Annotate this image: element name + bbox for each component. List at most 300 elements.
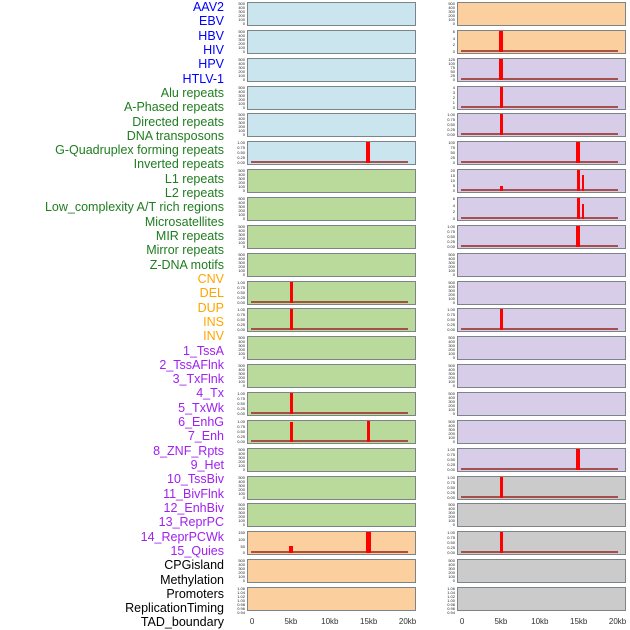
y-tick-label: 1.02 <box>447 594 455 600</box>
y-tick-label: 0.00 <box>447 132 455 138</box>
track-label-dup: DUP <box>197 300 224 315</box>
signal-baseline <box>461 328 618 330</box>
y-tick-label: 300 <box>238 64 245 70</box>
y-ticks-8-znf-rpts <box>435 253 455 277</box>
y-tick-label: 125 <box>448 56 455 62</box>
track-panel-a-phased-repeats <box>247 197 416 221</box>
y-tick-label: 300 <box>448 259 455 265</box>
y-ticks-11-bivflnk <box>435 336 455 360</box>
y-tick-label: 300 <box>238 231 245 237</box>
y-ticks-aav2 <box>225 2 245 26</box>
plot-column-left <box>237 0 416 630</box>
y-tick-label: 25 <box>450 155 455 161</box>
y-tick-label: 100 <box>238 536 245 542</box>
y-tick-label: 50 <box>450 68 455 74</box>
track-label-alu-repeats: Alu repeats <box>160 85 224 100</box>
y-tick-label: 0 <box>242 550 245 556</box>
y-tick-label: 100 <box>238 100 245 106</box>
track-panel-11-bivflnk <box>457 336 626 360</box>
y-ticks-dup <box>225 586 245 616</box>
track-panel-ebv <box>247 30 416 54</box>
y-tick-label: 0.75 <box>237 312 245 318</box>
track-label-ins: INS <box>203 314 224 329</box>
y-tick-label: 0 <box>242 188 245 194</box>
y-ticks-cnv <box>225 531 245 555</box>
track-panel-ins <box>457 2 626 26</box>
track-label-z-dna-motifs: Z-DNA motifs <box>149 257 224 272</box>
track-label-9-het: 9_Het <box>190 458 224 472</box>
track-panel-del <box>247 559 416 583</box>
y-tick-label: 0.50 <box>237 401 245 407</box>
y-tick-label: 500 <box>238 1 245 6</box>
y-tick-label: 100 <box>448 295 455 301</box>
y-tick-label: 0 <box>242 48 245 54</box>
x-tick-0: 0 <box>249 617 255 626</box>
y-tick-label: 400 <box>238 339 245 345</box>
y-tick-label: 1.00 <box>447 598 455 604</box>
y-tick-label: 3 <box>452 89 455 95</box>
y-tick-label: 500 <box>448 363 455 369</box>
y-tick-label: 0.50 <box>237 428 245 434</box>
y-tick-label: 1.00 <box>237 279 245 285</box>
track-panel-cnv <box>247 531 416 555</box>
track-panel-cpgisland <box>457 476 626 500</box>
y-tick-label: 200 <box>448 291 455 297</box>
y-ticks-mir-repeats <box>225 448 245 472</box>
y-tick-label: 500 <box>238 84 245 90</box>
y-tick-label: 100 <box>448 434 455 440</box>
track-panel-7-enh <box>457 225 626 249</box>
y-tick-label: 0 <box>242 383 245 389</box>
y-tick-label: 0.75 <box>447 479 455 485</box>
y-tick-label: 0.75 <box>447 312 455 318</box>
plot-column-right <box>447 0 626 630</box>
track-panel-htlv-1 <box>247 141 416 165</box>
y-tick-label: 300 <box>448 9 455 14</box>
y-tick-label: 0.75 <box>237 284 245 290</box>
signal-peak <box>577 198 580 219</box>
signal-peak <box>576 449 580 470</box>
y-tick-label: 500 <box>238 168 245 174</box>
x-axis-left <box>247 617 416 630</box>
y-tick-label: 0.00 <box>237 411 245 417</box>
y-tick-label: 0 <box>242 104 245 110</box>
y-tick-label: 300 <box>238 343 245 349</box>
signal-baseline <box>251 440 408 442</box>
track-label-6-enhg: 6_EnhG <box>178 415 224 430</box>
track-panel-mirror-repeats <box>247 476 416 500</box>
track-panel-l2-repeats <box>247 364 416 388</box>
signal-peak <box>289 546 293 553</box>
track-panel-4-tx <box>457 141 626 165</box>
y-tick-label: 1.00 <box>237 391 245 397</box>
y-tick-label: 1.02 <box>237 594 245 600</box>
y-tick-label: 0.00 <box>237 438 245 444</box>
signal-baseline <box>251 328 408 330</box>
track-label-11-bivflnk: 11_BivFlnk <box>163 486 224 501</box>
track-label-mirror-repeats: Mirror repeats <box>146 243 224 258</box>
y-tick-label: 0.75 <box>237 423 245 429</box>
y-tick-label: 300 <box>448 426 455 432</box>
y-tick-label: 400 <box>448 506 455 512</box>
y-tick-label: 500 <box>238 558 245 564</box>
y-tick-label: 100 <box>448 267 455 273</box>
y-tick-label: 400 <box>238 562 245 568</box>
y-tick-label: 400 <box>238 5 245 10</box>
y-tick-label: 0.25 <box>447 489 455 495</box>
track-panel-2-tssaflnk <box>457 86 626 110</box>
signal-baseline <box>251 161 408 163</box>
y-tick-label: 0.25 <box>447 127 455 133</box>
signal-peak <box>367 421 370 442</box>
track-label-inv: INV <box>203 329 224 344</box>
y-tick-label: 0.98 <box>237 602 245 608</box>
y-tick-label: 0.25 <box>237 294 245 300</box>
y-tick-label: 200 <box>238 458 245 464</box>
y-tick-label: 0.75 <box>447 228 455 234</box>
y-tick-label: 200 <box>448 403 455 409</box>
y-tick-label: 200 <box>448 514 455 520</box>
track-label-14-reprpcwk: 14_ReprPCWk <box>140 529 224 544</box>
y-tick-label: 300 <box>238 9 245 14</box>
y-tick-label: 100 <box>238 184 245 190</box>
signal-baseline <box>461 161 618 163</box>
track-panel-inverted-repeats <box>247 308 416 332</box>
y-ticks-inverted-repeats <box>225 308 245 332</box>
y-tick-label: 2 <box>452 42 455 48</box>
y-tick-label: 1.00 <box>447 307 455 313</box>
y-tick-label: 0 <box>452 215 455 221</box>
signal-peak <box>500 532 504 553</box>
signal-baseline <box>251 551 408 553</box>
y-tick-label: 1.04 <box>447 590 455 596</box>
track-label-replicationtiming: ReplicationTiming <box>125 601 224 616</box>
y-tick-label: 1.00 <box>237 140 245 146</box>
y-tick-label: 0 <box>452 188 455 194</box>
track-label-8-znf-rpts: 8_ZNF_Rpts <box>153 443 224 458</box>
track-panel-dna-transposons <box>247 253 416 277</box>
y-tick-label: 0 <box>452 48 455 54</box>
y-tick-label: 0.25 <box>447 238 455 244</box>
y-tick-label: 200 <box>448 13 455 18</box>
y-tick-label: 100 <box>238 518 245 524</box>
signal-peak <box>577 170 580 191</box>
y-tick-label: 0.00 <box>237 299 245 305</box>
y-ticks-5-txwk <box>435 169 455 193</box>
y-tick-label: 100 <box>448 574 455 580</box>
y-tick-label: 0.25 <box>447 322 455 328</box>
y-tick-label: 300 <box>238 204 245 210</box>
track-label-hiv: HIV <box>203 42 224 57</box>
y-tick-label: 0 <box>452 383 455 389</box>
track-label-tad-boundary: TAD_boundary <box>140 615 224 630</box>
y-ticks-9-het <box>435 281 455 305</box>
track-panel-hbv <box>247 58 416 82</box>
track-label-15-quies: 15_Quies <box>170 543 224 558</box>
y-tick-label: 500 <box>238 251 245 257</box>
y-tick-label: 75 <box>450 145 455 151</box>
y-tick-label: 200 <box>448 570 455 576</box>
y-tick-label: 100 <box>238 239 245 245</box>
y-ticks-3-txflnk <box>435 113 455 137</box>
x-axis-right <box>457 617 626 630</box>
y-tick-label: 100 <box>238 462 245 468</box>
y-tick-label: 100 <box>238 379 245 385</box>
track-panel-l1-repeats <box>247 336 416 360</box>
y-tick-label: 0.00 <box>447 550 455 556</box>
y-tick-label: 0.94 <box>447 610 455 616</box>
y-tick-label: 200 <box>238 570 245 576</box>
y-tick-label: 100 <box>238 44 245 50</box>
y-ticks-htlv-1 <box>225 141 245 165</box>
y-tick-label: 0.50 <box>237 150 245 156</box>
y-tick-label: 200 <box>448 347 455 353</box>
y-tick-label: 400 <box>238 32 245 38</box>
y-tick-label: 15 <box>450 173 455 179</box>
y-tick-label: 0.50 <box>447 456 455 462</box>
y-tick-label: 300 <box>238 36 245 42</box>
y-tick-label: 200 <box>448 430 455 436</box>
track-label-hpv: HPV <box>198 57 224 72</box>
y-ticks-hpv <box>225 113 245 137</box>
y-tick-label: 500 <box>448 335 455 341</box>
track-panel-dup <box>247 587 416 611</box>
y-tick-label: 400 <box>238 172 245 178</box>
y-tick-label: 500 <box>238 56 245 62</box>
y-tick-label: 400 <box>238 367 245 373</box>
y-tick-label: 500 <box>238 223 245 229</box>
y-tick-label: 4 <box>452 202 455 208</box>
y-tick-label: 0.25 <box>237 406 245 412</box>
y-tick-label: 500 <box>238 446 245 452</box>
x-tick-20kb: 20kb <box>608 617 627 626</box>
signal-baseline <box>461 551 618 553</box>
y-tick-label: 400 <box>238 478 245 484</box>
y-tick-label: 300 <box>238 510 245 516</box>
y-tick-label: 0 <box>452 76 455 82</box>
y-ticks-cpgisland <box>435 476 455 500</box>
y-tick-label: 6 <box>452 28 455 34</box>
y-tick-label: 0 <box>242 494 245 500</box>
track-panel-replicationtiming <box>457 559 626 583</box>
y-tick-label: 10 <box>450 178 455 184</box>
y-tick-label: 4 <box>452 35 455 41</box>
y-tick-label: 400 <box>448 395 455 401</box>
y-tick-label: 1.00 <box>447 530 455 536</box>
y-tick-label: 300 <box>448 399 455 405</box>
y-ticks-l2-repeats <box>225 364 245 388</box>
y-ticks-6-enhg <box>435 197 455 221</box>
y-tick-label: 0.50 <box>237 289 245 295</box>
y-ticks-7-enh <box>435 225 455 249</box>
y-tick-label: 200 <box>238 96 245 102</box>
y-tick-label: 500 <box>448 251 455 257</box>
y-ticks-inv <box>435 30 455 54</box>
x-tick-10kb: 10kb <box>531 617 549 626</box>
signal-baseline <box>461 245 618 247</box>
y-tick-label: 0.75 <box>447 117 455 123</box>
y-tick-label: 0.00 <box>237 327 245 333</box>
y-tick-label: 25 <box>450 72 455 78</box>
signal-peak <box>576 226 580 247</box>
y-tick-label: 500 <box>238 112 245 118</box>
y-tick-label: 0 <box>452 522 455 528</box>
y-tick-label: 0.00 <box>447 466 455 472</box>
y-ticks-2-tssaflnk <box>435 86 455 110</box>
track-panel-hiv <box>247 86 416 110</box>
y-tick-label: 0.25 <box>237 155 245 161</box>
y-tick-label: 200 <box>238 208 245 214</box>
track-label-l1-repeats: L1 repeats <box>164 171 224 186</box>
track-label-dna-transposons: DNA transposons <box>126 128 224 143</box>
y-tick-label: 300 <box>238 120 245 126</box>
y-ticks-15-quies <box>435 448 455 472</box>
y-tick-label: 0.50 <box>447 122 455 128</box>
y-tick-label: 200 <box>238 347 245 353</box>
x-tick-5kb: 5kb <box>284 617 298 626</box>
y-tick-label: 100 <box>448 518 455 524</box>
signal-baseline <box>251 301 408 303</box>
track-label-directed-repeats: Directed repeats <box>132 114 224 129</box>
y-tick-label: 100 <box>448 379 455 385</box>
track-panel-microsatellites <box>247 420 416 444</box>
y-tick-label: 0 <box>242 21 245 26</box>
y-tick-label: 400 <box>448 283 455 289</box>
y-ticks-microsatellites <box>225 420 245 444</box>
y-tick-label: 0 <box>452 104 455 110</box>
track-label-del: DEL <box>199 286 224 301</box>
y-tick-label: 100 <box>238 212 245 218</box>
y-tick-label: 300 <box>448 371 455 377</box>
y-tick-label: 200 <box>238 40 245 46</box>
y-tick-label: 1 <box>452 99 455 105</box>
y-tick-label: 500 <box>448 502 455 508</box>
y-tick-label: 400 <box>448 562 455 568</box>
signal-baseline <box>461 106 618 108</box>
y-ticks-hbv <box>225 58 245 82</box>
y-tick-label: 100 <box>238 267 245 273</box>
y-tick-label: 50 <box>240 543 245 549</box>
track-label-htlv-1: HTLV-1 <box>182 71 224 86</box>
y-tick-label: 0 <box>242 355 245 361</box>
track-label-10-tssbiv: 10_TssBiv <box>167 472 224 487</box>
y-tick-label: 75 <box>450 64 455 70</box>
y-tick-label: 300 <box>448 287 455 293</box>
track-label-g-quadruplex-forming-repeats: G-Quadruplex forming repeats <box>55 143 224 158</box>
y-tick-label: 0 <box>452 21 455 26</box>
y-tick-label: 400 <box>238 506 245 512</box>
y-tick-label: 100 <box>448 351 455 357</box>
y-tick-label: 0.96 <box>237 606 245 612</box>
x-tick-15kb: 15kb <box>569 617 588 626</box>
y-tick-label: 0 <box>452 271 455 277</box>
y-ticks-promoters <box>435 531 455 555</box>
y-tick-label: 400 <box>448 5 455 10</box>
y-tick-label: 300 <box>238 482 245 488</box>
y-tick-label: 0.50 <box>447 540 455 546</box>
y-ticks-l1-repeats <box>225 336 245 360</box>
track-label-aav2: AAV2 <box>192 0 224 14</box>
track-panel-5-txwk <box>457 169 626 193</box>
y-tick-label: 300 <box>238 566 245 572</box>
track-panel-z-dna-motifs <box>247 503 416 527</box>
signal-peak <box>290 309 293 330</box>
y-tick-label: 400 <box>448 255 455 261</box>
signal-peak <box>500 87 503 108</box>
signal-baseline <box>461 50 618 52</box>
y-tick-label: 0 <box>242 216 245 222</box>
y-tick-label: 50 <box>450 150 455 156</box>
y-tick-label: 400 <box>238 200 245 206</box>
track-label-13-reprpc: 13_ReprPC <box>158 515 224 530</box>
y-tick-label: 1.00 <box>447 446 455 452</box>
y-ticks-4-tx <box>435 141 455 165</box>
y-tick-label: 0 <box>242 132 245 138</box>
y-tick-label: 2 <box>452 209 455 215</box>
y-ticks-ebv <box>225 30 245 54</box>
y-ticks-12-enhbiv <box>435 364 455 388</box>
y-tick-label: 100 <box>238 17 245 22</box>
track-panel-12-enhbiv <box>457 364 626 388</box>
y-tick-label: 400 <box>238 60 245 66</box>
y-tick-label: 4 <box>452 84 455 90</box>
track-label-7-enh: 7_Enh <box>187 429 224 444</box>
track-panel-promoters <box>457 531 626 555</box>
y-tick-label: 200 <box>448 263 455 269</box>
y-tick-label: 2 <box>452 94 455 100</box>
signal-peak <box>582 175 584 191</box>
signal-peak <box>290 422 293 442</box>
y-tick-label: 100 <box>238 72 245 78</box>
y-tick-label: 300 <box>238 92 245 98</box>
track-label-inverted-repeats: Inverted repeats <box>133 157 224 172</box>
y-ticks-g-quadruplex-forming-repeats <box>225 281 245 305</box>
y-tick-label: 6 <box>452 196 455 202</box>
signal-baseline <box>251 412 408 414</box>
y-tick-label: 0.98 <box>447 602 455 608</box>
y-tick-label: 200 <box>238 263 245 269</box>
track-panel-10-tssbiv <box>457 308 626 332</box>
y-tick-label: 300 <box>238 259 245 265</box>
y-tick-label: 500 <box>238 502 245 508</box>
track-label-2-tssaflnk: 2_TssAFlnk <box>159 357 224 372</box>
signal-peak <box>582 204 584 219</box>
y-tick-label: 300 <box>238 371 245 377</box>
track-label-hbv: HBV <box>198 28 224 43</box>
y-tick-label: 400 <box>238 88 245 94</box>
track-label-5-txwk: 5_TxWk <box>178 400 224 415</box>
track-panel-1-tssa <box>457 58 626 82</box>
track-label-a-phased-repeats: A-Phased repeats <box>123 100 224 115</box>
signal-baseline <box>461 78 618 80</box>
signal-peak <box>366 532 371 553</box>
signal-peak <box>500 309 504 330</box>
track-panel-6-enhg <box>457 197 626 221</box>
track-label-12-enhbiv: 12_EnhBiv <box>163 500 224 515</box>
y-ticks-a-phased-repeats <box>225 197 245 221</box>
track-label-methylation: Methylation <box>160 572 224 587</box>
y-tick-label: 300 <box>448 510 455 516</box>
y-ticks-10-tssbiv <box>435 308 455 332</box>
track-label-ebv: EBV <box>198 14 224 29</box>
x-tick-0: 0 <box>459 617 465 626</box>
y-ticks-alu-repeats <box>225 169 245 193</box>
y-ticks-methylation <box>435 503 455 527</box>
y-tick-label: 0.75 <box>237 145 245 151</box>
y-tick-label: 1.00 <box>237 598 245 604</box>
y-tick-label: 500 <box>448 391 455 397</box>
y-ticks-1-tssa <box>435 58 455 82</box>
